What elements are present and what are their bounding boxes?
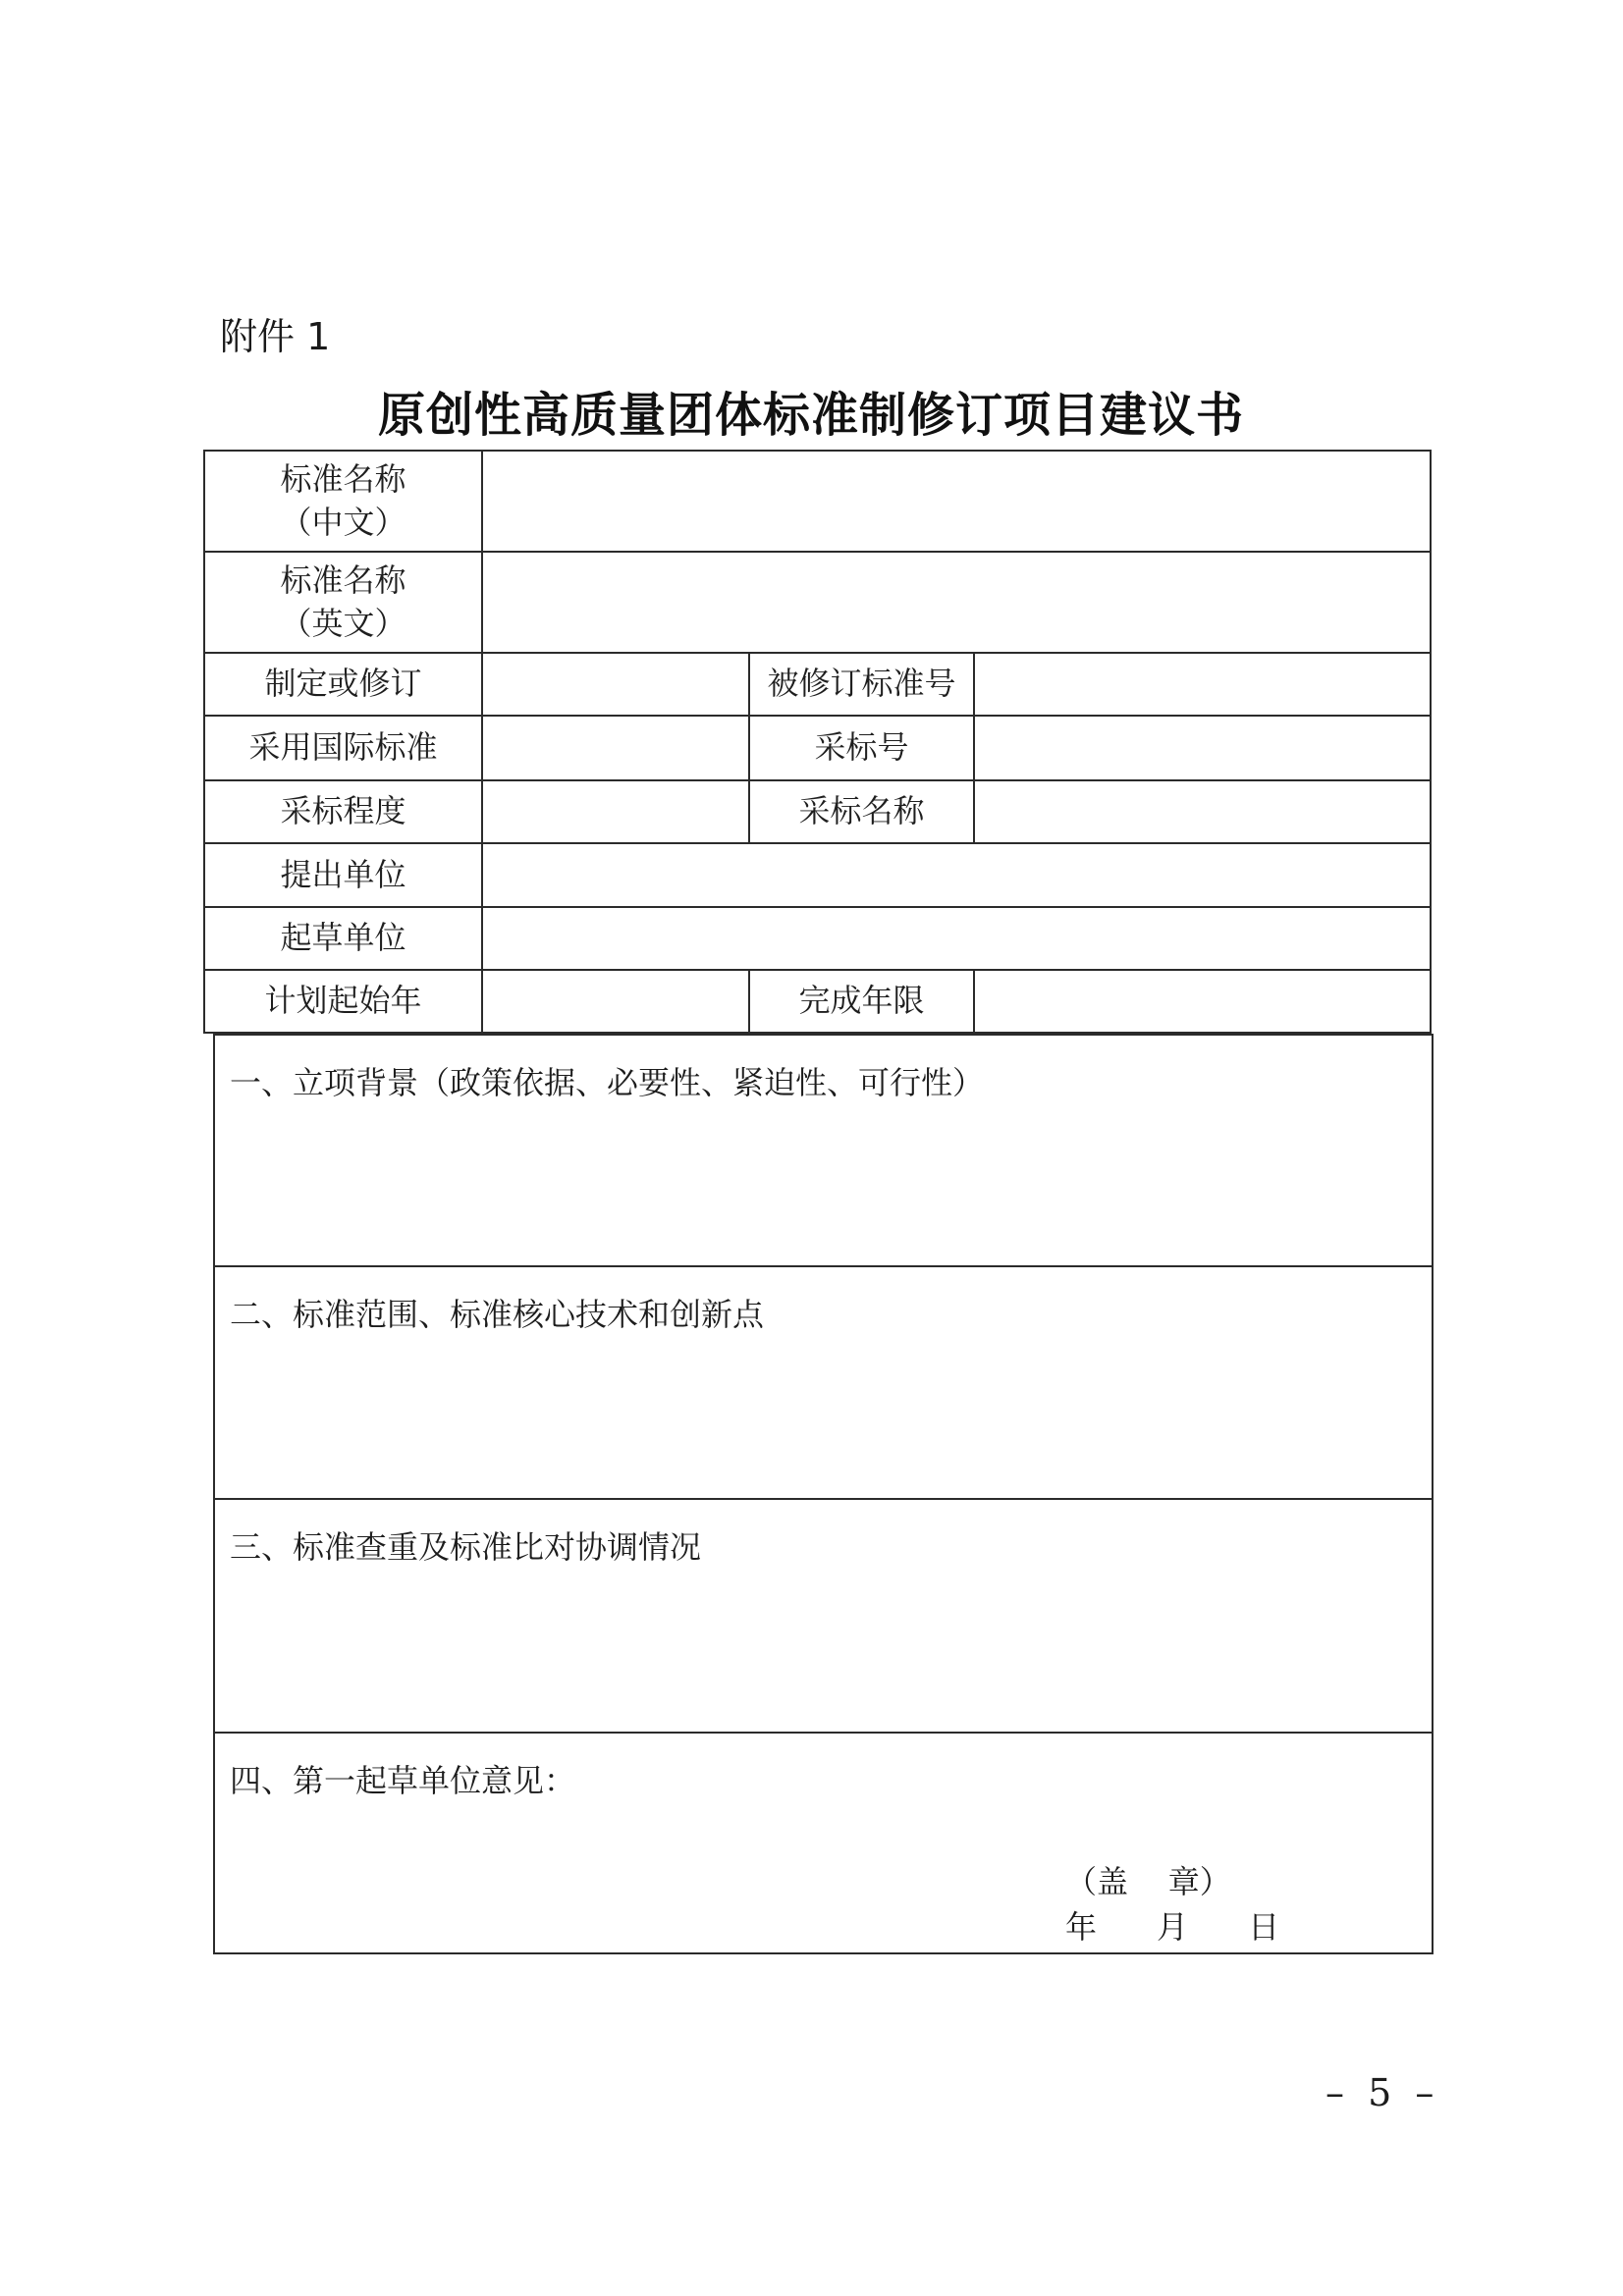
seal-block — [1065, 1859, 1279, 1950]
section-drafter-opinion-label: 四、第一起草单位意见： — [230, 1762, 576, 1799]
document-title: 原创性高质量团体标准制修订项目建议书 — [378, 388, 1245, 443]
project-info-table — [203, 450, 1432, 1034]
section-background[interactable] — [215, 1034, 1432, 1265]
field-drafter[interactable] — [482, 907, 1431, 970]
field-deadline[interactable] — [974, 970, 1431, 1033]
section-duplication-check-label: 三、标准查重及标准比对协调情况 — [230, 1528, 702, 1566]
seal-stamp-text: （盖 章） — [1065, 1863, 1231, 1900]
row-plan — [204, 970, 1431, 1033]
label-adopt-name: 采标名称 — [749, 780, 974, 843]
page-number: – 5 – — [1325, 2071, 1440, 2114]
section-background-label: 一、立项背景（政策依据、必要性、紧迫性、可行性） — [230, 1064, 985, 1101]
field-adopt-intl[interactable] — [482, 716, 749, 780]
field-revised-std-no[interactable] — [974, 653, 1431, 716]
row-adopt — [204, 716, 1431, 780]
field-draft-or-revise[interactable] — [482, 653, 749, 716]
proposal-sections — [213, 1034, 1434, 1954]
field-adopt-no[interactable] — [974, 716, 1431, 780]
label-adopt-degree: 采标程度 — [204, 780, 482, 843]
field-plan-start[interactable] — [482, 970, 749, 1033]
section-scope-label: 二、标准范围、标准核心技术和创新点 — [230, 1296, 765, 1333]
label-draft-or-revise: 制定或修订 — [204, 653, 482, 716]
row-drafter — [204, 907, 1431, 970]
seal-date-text: 年 月 日 — [1065, 1908, 1280, 1947]
section-duplication-check[interactable] — [215, 1498, 1432, 1732]
label-name-cn: 标准名称 （中文） — [204, 451, 482, 552]
field-name-cn[interactable] — [482, 451, 1431, 552]
section-scope[interactable] — [215, 1265, 1432, 1498]
attachment-label: 附件 1 — [220, 315, 331, 358]
row-name-en — [204, 552, 1431, 653]
label-drafter: 起草单位 — [204, 907, 482, 970]
label-proposer: 提出单位 — [204, 843, 482, 907]
label-revised-std-no: 被修订标准号 — [749, 653, 974, 716]
field-adopt-name[interactable] — [974, 780, 1431, 843]
label-adopt-intl: 采用国际标准 — [204, 716, 482, 780]
row-name-cn — [204, 451, 1431, 552]
field-name-en[interactable] — [482, 552, 1431, 653]
row-draft-revise — [204, 653, 1431, 716]
label-plan-start: 计划起始年 — [204, 970, 482, 1033]
label-name-en: 标准名称 （英文） — [204, 552, 482, 653]
row-adopt-degree — [204, 780, 1431, 843]
section-drafter-opinion[interactable] — [215, 1732, 1432, 1952]
row-proposer — [204, 843, 1431, 907]
field-proposer[interactable] — [482, 843, 1431, 907]
label-adopt-no: 采标号 — [749, 716, 974, 780]
field-adopt-degree[interactable] — [482, 780, 749, 843]
label-deadline: 完成年限 — [749, 970, 974, 1033]
